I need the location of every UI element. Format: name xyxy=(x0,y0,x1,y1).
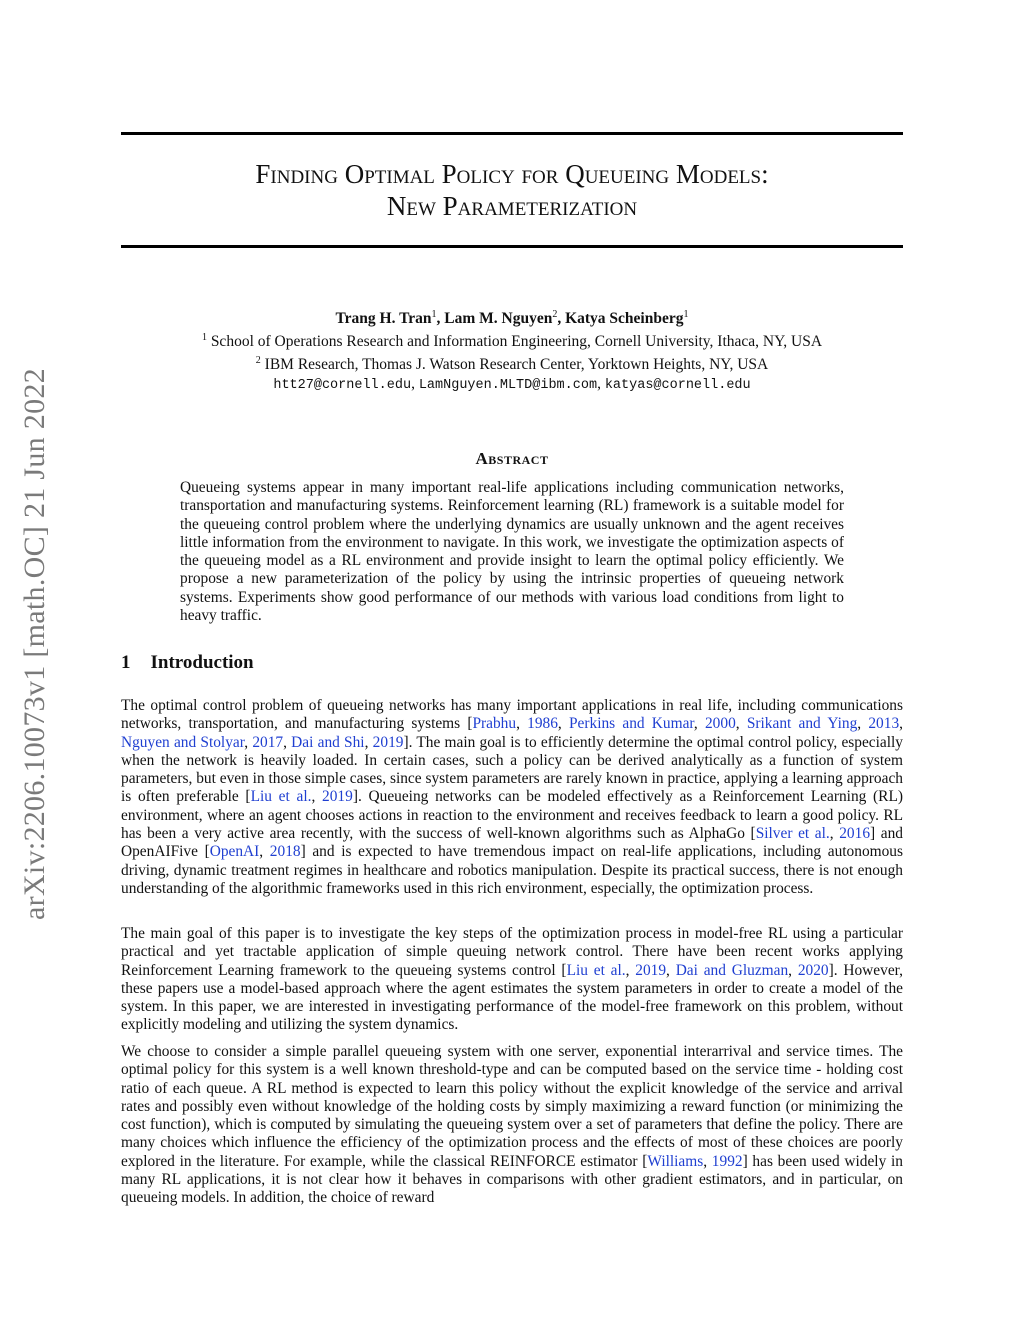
citation-link[interactable]: 2019 xyxy=(635,961,667,979)
intro-paragraph-2 xyxy=(121,925,903,1035)
section-title-text: Introduction xyxy=(150,652,254,673)
author-1-sup: 1 xyxy=(431,309,437,320)
affiliation-2 xyxy=(121,351,903,374)
intro-paragraph-1 xyxy=(121,697,903,898)
intro-paragraph-3 xyxy=(121,1043,903,1208)
affiliation-2-text: IBM Research, Thomas J. Watson Research Center, Yorktown Heights, NY, USA xyxy=(264,356,769,374)
title-bottom-rule xyxy=(121,245,903,248)
section-heading-introduction xyxy=(121,652,254,674)
citation-link[interactable]: 1992 xyxy=(711,1152,743,1170)
text-span: The main goal of this paper is to investigate the key steps of the optimization process in model-free RL using a particular practical and yet tractable application of simple queuing network control. There have been recent works applying Reinforcement Learning framework to the queueing systems control [ xyxy=(121,925,903,979)
citation-link[interactable]: 2019 xyxy=(372,733,404,751)
text-span: ]. Queueing networks can be modeled effectively as a Reinforcement Learning (RL) environment, where an agent chooses actions in reaction to the environment and receives feedback to learn a good policy. RL has been a very active area recently, with the success of well-known algorithms such as AlphaGo [ xyxy=(121,788,903,843)
text-span: , xyxy=(735,715,747,733)
text-span: , xyxy=(857,715,869,733)
text-span: We choose to consider a simple parallel queueing system with one server, exponential interarrival and service times. The optimal policy for this system is a well known threshold-type and can be computed based on the service time - holding cost ratio of each queue. A RL method is expected to learn this policy without the explicit knowledge of the service and arrival rates and possibly even without knowledge of the holding costs by simply maximizing a reward function (or minimizing the cost function), which is computed by simulating the queueing system over a set of parameters that define the policy. There are many choices which influence the efficiency of the optimization process and the effects of most of these choices are poorly explored in the literature. For example, while the classical REINFORCE estimator [ xyxy=(121,1043,903,1170)
text-span: , xyxy=(829,825,840,843)
author-2: Lam M. Nguyen xyxy=(444,310,553,328)
arxiv-stamp xyxy=(5,332,65,956)
text-span: , xyxy=(693,715,705,733)
citation-link[interactable]: Nguyen and Stolyar xyxy=(121,733,245,751)
citation-link[interactable]: Srikant and Ying xyxy=(746,715,858,733)
citation-link[interactable]: 2000 xyxy=(704,715,736,733)
email-2[interactable]: LamNguyen.MLTD@ibm.com xyxy=(418,378,598,394)
text-span: , xyxy=(899,715,903,733)
text-span: ] and is expected to have tremendous impact on real-life applications, including autonomous driving, dynamic treatment regimes in healthcare and robotics manipulation. Despite its practical success, there is not enough understanding of the algorithmic frameworks used in this rich environment, especially, the optimization process. xyxy=(121,843,903,897)
text-span: , xyxy=(625,961,636,979)
author-3-sup: 1 xyxy=(683,309,689,320)
section-number: 1 xyxy=(121,652,131,673)
text-span: , xyxy=(557,715,569,733)
email-1[interactable]: htt27@cornell.edu xyxy=(273,378,412,394)
email-3[interactable]: katyas@cornell.edu xyxy=(604,378,751,394)
text-span: ] and OpenAIFive [ xyxy=(121,825,903,861)
author-3: Katya Scheinberg xyxy=(565,310,684,328)
title-line-1: Finding Optimal Policy for Queueing Models: xyxy=(255,159,769,189)
title-line-2: New Parameterization xyxy=(386,191,638,221)
abstract-text: Queueing systems appear in many important real-life applications including communication networks, transportation and manufacturing systems. Reinforcement learning (RL) framework is a suitable model for the queueing control problem where the underlying dynamics are usually unknown and the agent receives little information from the environment to navigate. In this work, we investigate the optimization aspects of the queueing model as a RL environment and provide insight to learn the optimal policy efficiently. We propose a new parameterization of the policy by using the intrinsic properties of queueing network systems. Experiments show good performance of our methods with various load conditions from light to heavy traffic. xyxy=(180,479,844,625)
text-span: , xyxy=(364,733,373,751)
affiliation-1 xyxy=(121,328,903,351)
author-names: Trang H. Tran$^1$, Lam M. Nguyen$^2$, Katya Scheinberg$^1$ xyxy=(335,309,689,328)
affiliation-1-sup: 1 xyxy=(201,332,207,344)
text-span: , xyxy=(283,733,292,751)
text-span: ]. However, these papers use a model-based approach where the agent estimates the system parameters in order to create a model of the system. In this paper, we are interested in investigating performance of the model-free framework on this problem, without explicitly modeling and utilizing the system dynamics. xyxy=(121,961,904,1034)
citation-link[interactable]: Liu et al. xyxy=(250,788,312,806)
title-top-rule xyxy=(121,132,903,135)
text-span: , xyxy=(666,961,676,979)
paper-title xyxy=(121,158,903,222)
citation-link[interactable]: Dai and Gluzman xyxy=(675,961,789,979)
affiliation-1-text: School of Operations Research and Information Engineering, Cornell University, Ithaca, NY, USA xyxy=(210,333,823,351)
citation-link[interactable]: Dai and Shi xyxy=(291,733,365,751)
text-span: , xyxy=(244,733,253,751)
abstract-heading: Abstract xyxy=(475,449,549,468)
affiliation-2-sup: 2 xyxy=(255,355,261,367)
text-span: , xyxy=(311,788,323,806)
citation-link[interactable]: OpenAI xyxy=(209,843,260,861)
citation-link[interactable]: Perkins and Kumar xyxy=(568,715,694,733)
text-span: , xyxy=(259,843,270,861)
arxiv-stamp-text: arXiv:2206.10073v1 [math.OC] 21 Jun 2022 xyxy=(18,368,51,920)
text-span: , xyxy=(703,1152,712,1170)
citation-link[interactable]: Silver et al. xyxy=(755,825,830,843)
citation-link[interactable]: Liu et al. xyxy=(566,961,626,979)
citation-link[interactable]: 2016 xyxy=(839,825,871,843)
text-span: , xyxy=(788,961,798,979)
author-emails: htt27@cornell.edu, LamNguyen.MLTD@ibm.com, katyas@cornell.edu xyxy=(273,375,751,394)
citation-link[interactable]: 2018 xyxy=(269,843,301,861)
citation-link[interactable]: 2019 xyxy=(322,788,353,806)
citation-link[interactable]: Williams xyxy=(647,1152,704,1170)
citation-link[interactable]: Prabhu xyxy=(472,715,517,733)
text-span: The optimal control problem of queueing networks has many important applications in real life, including communications networks, transportation, and manufacturing systems [ xyxy=(121,697,903,733)
text-span: ]. The main goal is to efficiently determine the optimal control policy, especially when the network is heavily loaded. In certain cases, such a policy can be derived analytically as a function of system parameters, but even in those simple cases, since system parameters are rarely known in practice, applying a learning approach is often preferable [ xyxy=(121,733,903,806)
citation-link[interactable]: 2013 xyxy=(868,715,900,733)
author-block xyxy=(121,305,903,395)
citation-link[interactable]: 2020 xyxy=(797,961,829,979)
citation-link[interactable]: 1986 xyxy=(527,715,558,733)
author-1: Trang H. Tran xyxy=(335,310,432,328)
citation-link[interactable]: 2017 xyxy=(252,733,284,751)
text-span: ] has been used widely in many RL applications, it is not clear how it behaves in comparisons with other gradient estimators, and in particular, on queueing models. In addition, the choice of reward xyxy=(121,1152,903,1207)
text-span: , xyxy=(516,715,528,733)
author-2-sup: 2 xyxy=(552,309,558,320)
